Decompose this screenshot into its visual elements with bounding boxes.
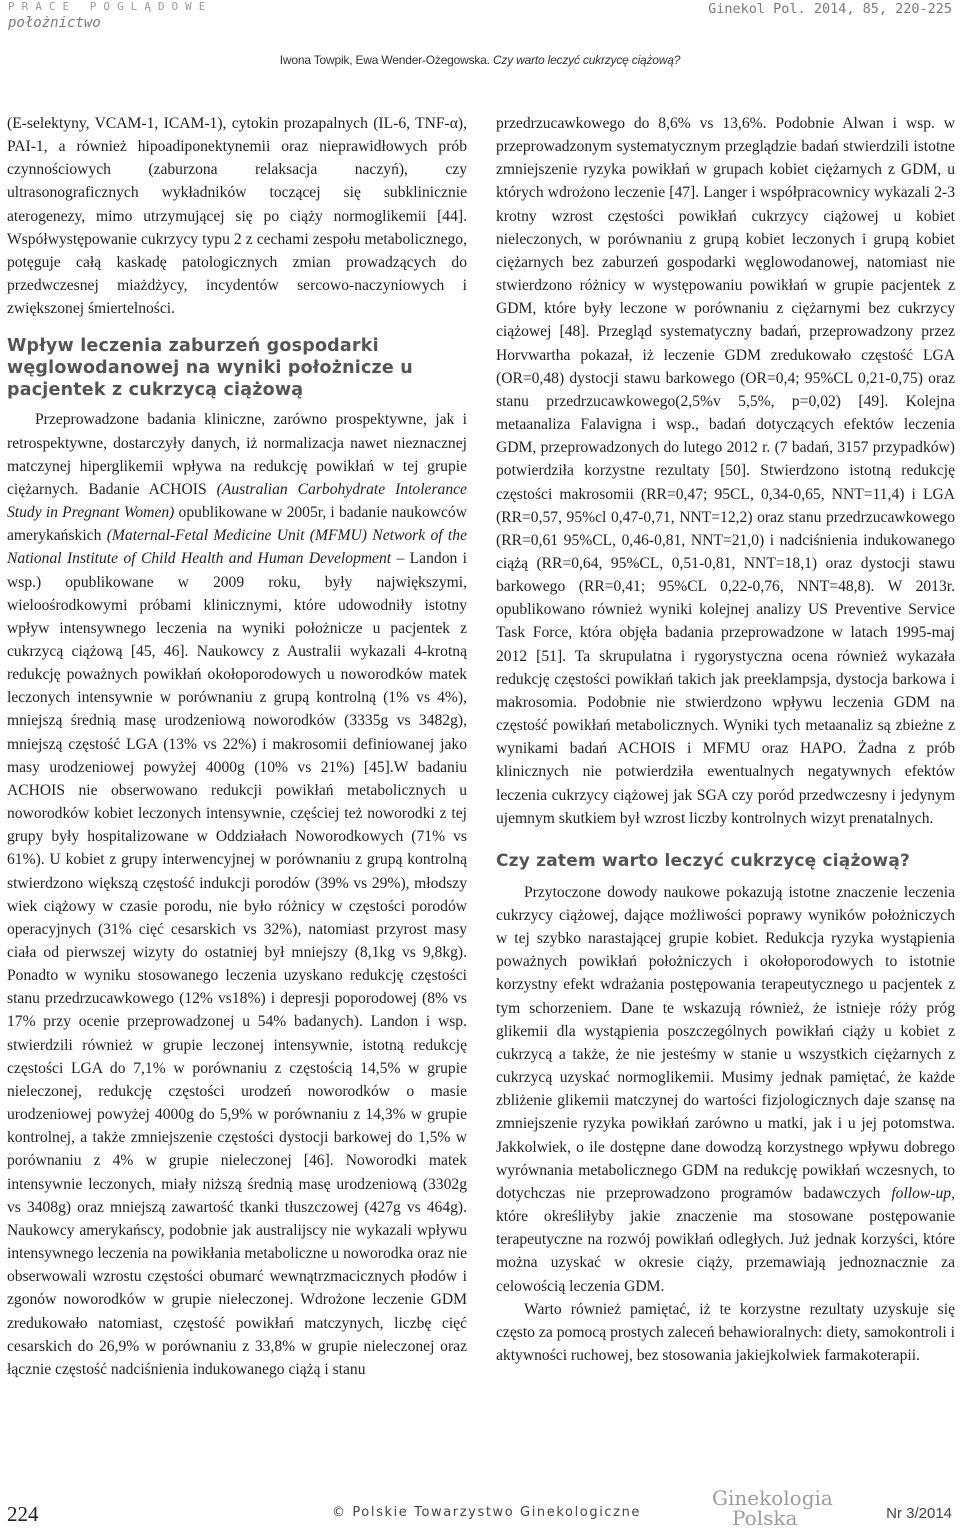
- text-run-italic: (Maternal-Fetal Medicine Unit (MFMU) Network of the National Institute of Child Health and Human Development: [7, 527, 467, 568]
- running-title: [0, 53, 960, 67]
- article-type: PRACE POGLĄDOWE: [8, 0, 213, 13]
- page-number: 224: [7, 1502, 39, 1526]
- logo-line: Ginekologia: [712, 1486, 833, 1510]
- paragraph: przedrzucawkowego do 8,6% vs 13,6%. Podobnie Alwan i wsp. w przeprowadzonym systematycznym przeglądzie badań stwierdzili istotne zmniejszenie ryzyka powikłań w grupach kobiet ciężarnych z GDM, u których wdrożono leczenie [47]. Langer i współpracownicy wykazali 2-3 krotny wzrost częstości powikłań cukrzycy ciążowej u kobiet nieleczonych, w porównaniu z grupą kobiet leczonych i grupą kobiet ciężarnych bez zaburzeń gospodarki węglowodanowej, natomiast nie stwierdzono różnicy w występowaniu powikłań w grupie pacjentek z GDM, które były leczone w porównaniu z ciężarnymi bez cukrzycy ciążowej [48]. Przegląd systematyczny badań, przeprowadzony przez Horvwartha pokazał, iż leczenie GDM zredukowało częstość LGA (OR=0,48) dystocji stawu barkowego (OR=0,4; 95%CL 0,21-0,75) oraz stanu przedrzucawkowego(2,5%v 5,5%, p=0,02) [49]. Kolejna metaanaliza Falavigna i wsp., badań dotyczących efektów leczenia GDM, przeprowadzonych do lutego 2012 r. (7 badań, 3157 przypadków) potwierdziła korzystne rezultaty [50]. Stwierdzono istotną redukcję częstości makrosomii (RR=0,47; 95CL, 0,34-0,65, NNT=11,4) i LGA (RR=0,57, 95%cl 0,47-0,71, NNT=12,2) oraz stanu przedrzucawkowego (RR=0,61 95%CL, 0,46-0,81, NNT=21,0) i nadciśnienia indukowanego ciążą (RR=0,64, 95%CL, 0,51-0,81, NNT=18,1) oraz dystocji stawu barkowego (RR=0,41; 95%CL 0,22-0,76, NNT=48,8). W 2013r. opublikowano również wyniki kolejnej analizy US Preventive Service Task Force, która objęła badania przeprowadzone w latach 1995-maj 2012 [51]. Ta skrupulatna i rygorystyczna ocena również wykazała redukcję częstości powikłań takich jak preeklampsja, dystocja barkowa i makrosomia. Podobnie nie stwierdzono wpływu leczenia GDM na częstość powikłań metabolicznych. Wyniki tych metaanaliz są zbieżne z wynikami badań ACHOIS i MFMU oraz HAPO. Żadna z prób klinicznych nie potwierdziła ewentualnych negatywnych efektów leczenia cukrzycy ciążowej jak SGA czy poród przedwczesny i jedynym ujemnym skutkiem był wzrost liczby kontrolnych wizyt prenatalnych.: [496, 115, 955, 827]
- authors: Iwona Towpik, Ewa Wender-Ożegowska.: [279, 53, 490, 67]
- logo-line: Polska: [732, 1506, 798, 1530]
- short-title: Czy warto leczyć cukrzycę ciążową?: [492, 53, 681, 67]
- right-column: [496, 112, 955, 1367]
- paragraph: (E-selektyny, VCAM-1, ICAM-1), cytokin prozapalnych (IL-6, TNF-α), PAI-1, a również hipoadiponektynemii oraz nieprawidłowych prób czynnościowych (zaburzona relaksacja naczyń), czy ultrasonograficznych wykładników toczącej się subklinicznie aterogenezy, mimo utrzymującej się po ciąży normoglikemii [44]. Współwystępowanie cukrzycy typu 2 z cechami zespołu metabolicznego, potęguje całą kaskadę patologicznych zmian prowadzących do przedwczesnej miażdżycy, incydentów sercowo-naczyniowych i zwiększonej śmiertelności.: [7, 115, 467, 318]
- text-run-italic: (Australian Carbohydrate Intolerance Study in Pregnant Women): [7, 480, 467, 522]
- paragraph: Warto również pamiętać, iż te korzystne rezultaty uzyskuje się często za pomocą prostych zaleceń behawioralnych: diety, samokontroli i aktywności ruchowej, bez stosowania jakiejkolwiek farmakoterapii.: [496, 1300, 955, 1364]
- text-run: opublikowane w 2005r, i badanie naukowców amerykańskich: [7, 504, 467, 545]
- text-run: – Landon i wsp.) opublikowane w 2009 roku, były największymi, wieloośrodkowymi próbami klinicznymi, które udowodniły istotny wpływ intensywnego leczenia na wyniki położnicze u pacjentek z cukrzycą ciążową [45, 46]. Naukowcy z Australii wykazali 4-krotną redukcję poważnych powikłań okołoporodowych u noworodków matek leczonych intensywnie w porównaniu z grupą kontrolną (1% vs 4%), mniejszą średnią masę urodzeniową noworodków (3335g vs 3482g), mniejszą częstość LGA (13% vs 22%) i makrosomii definiowanej jako masy urodzeniowej powyżej 4000g (10% vs 21%) [45].W badaniu ACHOIS nie obserwowano redukcji powikłań metabolicznych u noworodków kobiet leczonych intensywnie, częściej też noworodki z tej grupy były hospitalizowane w Oddziałach Noworodkowych (71% vs 61%). U kobiet z grupy interwencyjnej w porównaniu z grupą kontrolną stwierdzono większą częstość indukcji porodów (39% vs 29%), młodszy wiek ciążowy w czasie porodu, nie było różnicy w częstości porodów operacyjnych (31% cięć cesarskich vs 32%), natomiast przyrost masy ciała od pierwszej wizyty do ostatniej był mniejszy (8,1kg vs 9,8kg). Ponadto w wyniku stosowanego leczenia uzyskano redukcję częstości stanu przedrzucawkowego (12% vs18%) i depresji poporodowej (8% vs 17% przy ocenie przeprowadzonej u 54% badanych). Landon i wsp. stwierdzili również w grupie leczonej intensywnie, istotną redukcję częstości LGA do 7,1% w porównaniu z częstością 14,5% w grupie nieleczonej, redukcję częstości urodzeń noworodków o masie urodzeniowej powyżej 4000g do 5,9% w porównaniu z 14,3% w grupie kontrolnej, a także zmniejszenie częstości dystocji barkowej do 1,5% w porównaniu z 4% w grupie nieleczonej [46]. Noworodki matek intensywnie leczonych, miały niższą średnią masę urodzeniową (3302g vs 3408g) oraz mniejszą zawartość tkanki tłuszczowej (427g vs 464g). Naukowcy amerykańscy, podobnie jak australijscy nie wykazali wpływu intensywnego leczenia na powikłania metaboliczne u noworodka oraz nie obserwowali wzrostu częstości obumarć wewnątrzmacicznych płodów i zgonów noworodków w grupie nieleczonej. Wdrożone leczenie GDM zredukowało natomiast, częstość powikłań matczynych, liczbę cięć cesarskich do 26,9% w porównaniu z 33,8% w grupie nieleczonej oraz łącznie częstość nadciśnienia indukowanego ciążą i stanu: [7, 550, 467, 1378]
- copyright: © Polskie Towarzystwo Ginekologiczne: [332, 1505, 642, 1520]
- text-run-italic: follow-up,: [891, 1184, 955, 1202]
- text-run: Przytoczone dowody naukowe pokazują istotne znaczenie leczenia cukrzycy ciążowej, dające możliwości poprawy wyników położniczych w tej szybko narastającej grupie kobiet. Redukcja ryzyka wystąpienia poważnych powikłań położniczych i okołoporodowych to istotnie korzystny efekt wdrażania postępowania terapeutycznego u pacjentek z tym schorzeniem. Dane te wskazują również, że istnieje róży próg glikemii dla wystąpienia poszczególnych powikłań ciąży u kobiet z cukrzycą a także, że nie jesteśmy w stanie u wszystkich ciężarnych z cukrzycą uzyskać normoglikemii. Musimy jednak pamiętać, że każde zbliżenie glikemii matczynej do wartości fizjologicznych daje szansę na zmniejszenie ryzyka powikłań zarówno u matki, jak i u jej potomstwa. Jakkolwiek, o ile dostępne dane dowodzą korzystnego wpływu dobrego wyrównania metabolicznego GDM na redukcję powikłań wczesnych, to dotychczas nie przeprowadzono programów badawczych: [496, 883, 955, 1202]
- journal-logo: [712, 1488, 833, 1528]
- left-column: [7, 112, 467, 1381]
- journal-citation: Ginekol Pol. 2014, 85, 220-225: [708, 1, 952, 17]
- issue-number: Nr 3/2014: [886, 1505, 952, 1522]
- paragraph: [496, 881, 955, 1298]
- running-header-left: [8, 0, 212, 32]
- page-footer: [0, 1488, 960, 1534]
- section-heading: Czy zatem warto leczyć cukrzycę ciążową?: [496, 850, 911, 871]
- text-run: Przeprowadzone badania kliniczne, zarówno prospektywne, jak i retrospektywne, dostarczyły danych, iż normalizacja nawet nieznacznej matczynej hiperglikemii wpływa na redukcję powikłań w tej grupie ciężarnych. Badanie ACHOIS: [7, 411, 467, 498]
- paragraph: [7, 408, 467, 1381]
- article-section: położnictwo: [8, 15, 101, 31]
- text-run: które określiłyby jakie znaczenie ma stosowane postępowanie terapeutyczne na rozwój powikłań odległych. Już jednak korzyści, które można uzyskać w okresie ciąży, przemawiają jednoznacznie za celowością leczenia GDM.: [496, 1208, 955, 1295]
- section-heading: Wpływ leczenia zaburzeń gospodarki węglowodanowej na wyniki położnicze u pacjentek z cukrzycą ciążową: [7, 336, 413, 401]
